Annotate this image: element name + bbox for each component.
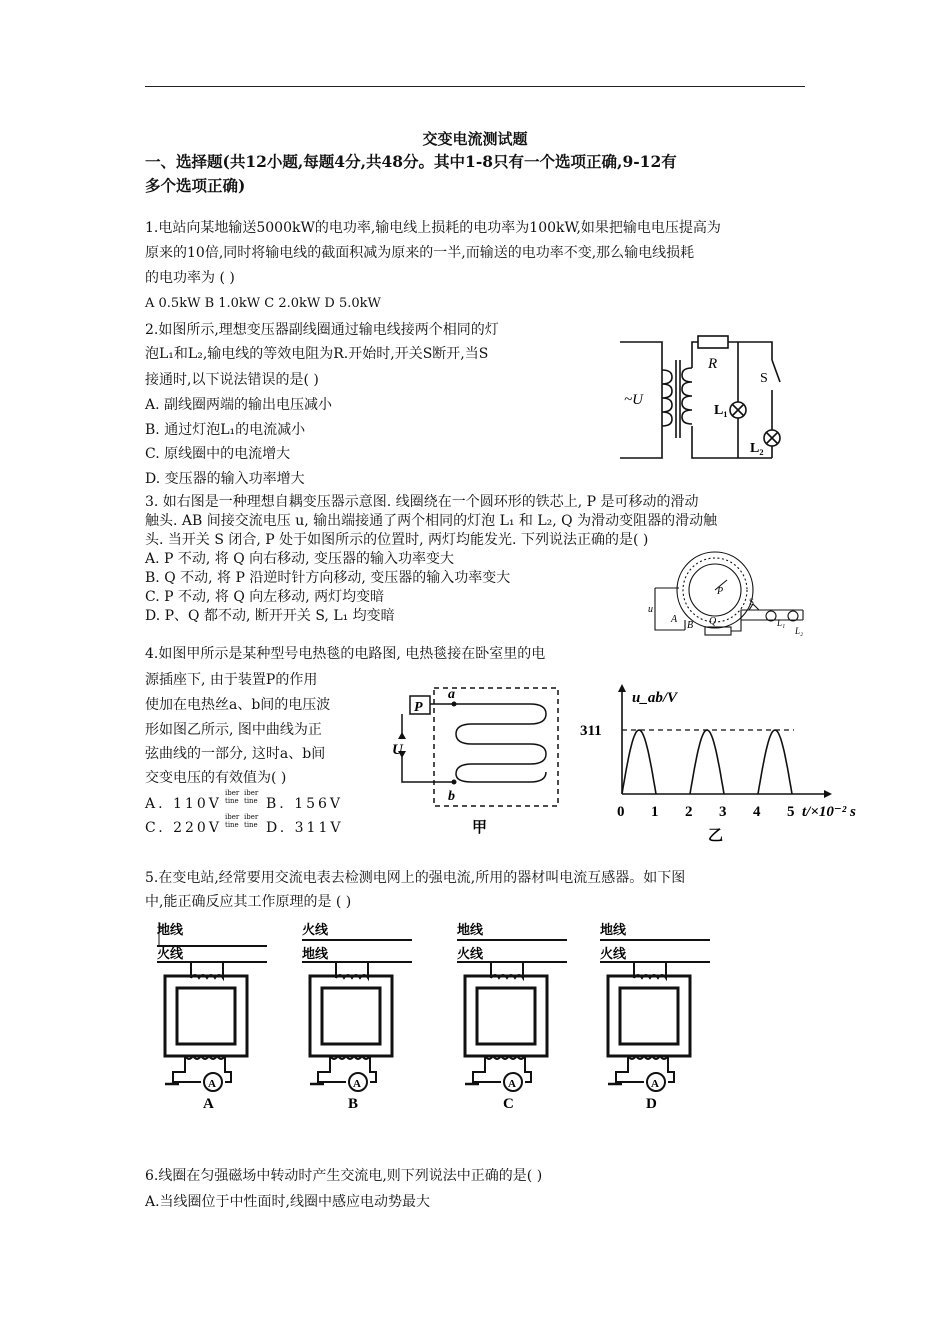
q2-line: 泡L₁和L₂,输电线的等效电阻为R.开始时,开关S断开,当S: [145, 346, 489, 362]
section-heading: 一、选择题(共12小题,每题4分,共48分。其中1-8只有一个选项正确,9-12有: [145, 152, 677, 171]
q4-yi-ylabel: u_ab/V: [632, 690, 678, 706]
q3-fig-p: P: [717, 586, 724, 597]
x-tick-label: 0: [617, 804, 625, 820]
q4-fig-a: a: [448, 687, 455, 702]
q4-line: 形如图乙所示, 图中曲线为正: [145, 722, 322, 738]
q3-fig-u: u: [648, 604, 653, 615]
q2-line: 接通时,以下说法错误的是( ): [145, 372, 319, 388]
q3-fig-l2: L₂: [795, 626, 804, 636]
q4-circuit-jia: [390, 682, 570, 842]
wire-label-bottom: 火线: [157, 946, 184, 961]
option-caption: D: [646, 1096, 657, 1112]
q6-option-a: A.当线圈位于中性面时,线圈中感应电动势最大: [145, 1194, 431, 1210]
q4-option-a: A. 110V: [145, 796, 222, 812]
option-caption: B: [348, 1096, 359, 1112]
q3-option-c: C. P 不动, 将 Q 向左移动, 两灯均变暗: [145, 589, 385, 605]
q2-option-d: D. 变压器的输入功率增大: [145, 471, 305, 487]
q4-line: 交变电压的有效值为( ): [145, 770, 287, 786]
q4-fig-b: b: [448, 789, 455, 804]
q3-line: 头. 当开关 S 闭合, P 处于如图所示的位置时, 两灯均能发光. 下列说法正确的是( ): [145, 532, 649, 548]
ammeter-icon: A: [208, 1078, 216, 1090]
q4-artifact-c2: iber tine: [244, 813, 259, 829]
q3-fig-q: Q: [709, 616, 717, 627]
wire-label-top: 地线: [157, 922, 184, 937]
wire-label-top: 火线: [302, 922, 329, 937]
x-tick-label: 4: [753, 804, 761, 820]
q3-fig-b: B: [687, 620, 694, 631]
q2-fig-l2: L₂: [750, 441, 764, 456]
q5-line: 5.在变电站,经常要用交流电表去检测电网上的强电流,所用的器材叫电流互感器。如下图: [145, 870, 686, 886]
section-heading-cont: 多个选项正确): [145, 176, 246, 195]
waveform-half-sine: [690, 730, 724, 794]
q5-figure-option-c: [455, 920, 575, 1116]
q3-autotransformer-figure: [645, 548, 810, 643]
q3-option-d: D. P、Q 都不动, 断开开关 S, L₁ 均变暗: [145, 608, 395, 624]
q4-fig-p: P: [414, 700, 423, 715]
x-tick-label: 5: [787, 804, 795, 820]
q4-line: 使加在电热丝a、b间的电压波: [145, 697, 331, 713]
q4-yi-xlabel: t/×10⁻² s: [802, 804, 856, 820]
q2-fig-l1: L₁: [714, 403, 728, 418]
q2-fig-r: R: [708, 356, 718, 372]
q4-artifact-a2: iber tine: [244, 789, 259, 805]
q3-fig-s: S: [749, 597, 755, 607]
q4-fig-caption-yi: 乙: [708, 828, 724, 844]
q2-option-c: C. 原线圈中的电流增大: [145, 446, 291, 462]
waveform-half-sine: [758, 730, 792, 794]
q1-line: 的电功率为 ( ): [145, 270, 235, 286]
page-title: 交变电流测试题: [422, 130, 528, 148]
wire-label-top: 地线: [457, 922, 484, 937]
q4-line: 源插座下, 由于装置P的作用: [145, 672, 318, 688]
q2-fig-s: S: [760, 371, 768, 386]
x-tick-label: 1: [651, 804, 659, 820]
q2-option-a: A. 副线圈两端的输出电压减小: [145, 397, 333, 413]
q3-fig-l1: L₁: [777, 618, 786, 628]
q4-line: 弦曲线的一部分, 这时a、b间: [145, 746, 326, 762]
wire-label-bottom: 火线: [457, 946, 484, 961]
q3-line: 触头. AB 间接交流电压 u, 输出端接通了两个相同的灯泡 L₁ 和 L₂, Q 为滑动变阻器的滑动触: [145, 513, 718, 529]
q4-line: 4.如图甲所示是某种型号电热毯的电路图, 电热毯接在卧室里的电: [145, 646, 546, 662]
q2-fig-u: ~U: [624, 392, 643, 408]
q2-option-b: B. 通过灯泡L₁的电流减小: [145, 422, 306, 438]
q3-option-b: B. Q 不动, 将 P 沿逆时针方向移动, 变压器的输入功率变大: [145, 570, 511, 586]
x-tick-label: 3: [719, 804, 727, 820]
q4-artifact-a: iber tine: [225, 789, 240, 805]
q5-figure-option-b: [300, 920, 420, 1116]
option-caption: A: [203, 1096, 214, 1112]
q2-transformer-figure: [610, 330, 810, 470]
ammeter-icon: A: [651, 1078, 659, 1090]
q4-fig-caption-jia: 甲: [472, 820, 488, 836]
wire-label-bottom: 地线: [302, 946, 329, 961]
q6-line: 6.线圈在匀强磁场中转动时产生交流电,则下列说法中正确的是( ): [145, 1168, 543, 1184]
q4-waveform-yi: [578, 680, 890, 850]
q5-figure-option-a: [155, 920, 275, 1116]
q2-line: 2.如图所示,理想变压器副线圈通过输电线接两个相同的灯: [145, 322, 499, 338]
q3-fig-a: A: [671, 614, 678, 625]
q3-option-a: A. P 不动, 将 Q 向右移动, 变压器的输入功率变大: [145, 551, 455, 567]
q5-line: 中,能正确反应其工作原理的是 ( ): [145, 894, 352, 910]
q1-line: 1.电站向某地输送5000kW的电功率,输电线上损耗的电功率为100kW,如果把输电电压提高为: [145, 220, 721, 236]
q4-option-c: C. 220V: [145, 820, 222, 836]
q4-option-b: B. 156V: [266, 796, 344, 812]
wire-label-bottom: 火线: [600, 946, 627, 961]
header-rule: [145, 86, 805, 87]
ammeter-icon: A: [508, 1078, 516, 1090]
waveform-half-sine: [622, 730, 656, 794]
ammeter-icon: A: [353, 1078, 361, 1090]
wire-label-top: 地线: [600, 922, 627, 937]
q4-option-d: D. 311V: [266, 820, 344, 836]
q4-artifact-c: iber tine: [225, 813, 240, 829]
x-tick-label: 2: [685, 804, 693, 820]
q1-options: A 0.5kW B 1.0kW C 2.0kW D 5.0kW: [145, 296, 381, 311]
q4-fig-u: U: [392, 742, 403, 758]
q4-yi-peak: 311: [580, 723, 602, 739]
q3-line: 3. 如右图是一种理想自耦变压器示意图. 线圈绕在一个圆环形的铁芯上, P 是可移动的滑动: [145, 494, 699, 510]
q1-line: 原来的10倍,同时将输电线的截面积减为原来的一半,而输送的电功率不变,那么输电线损耗: [145, 245, 695, 261]
option-caption: C: [503, 1096, 514, 1112]
q5-figure-option-d: [598, 920, 718, 1116]
